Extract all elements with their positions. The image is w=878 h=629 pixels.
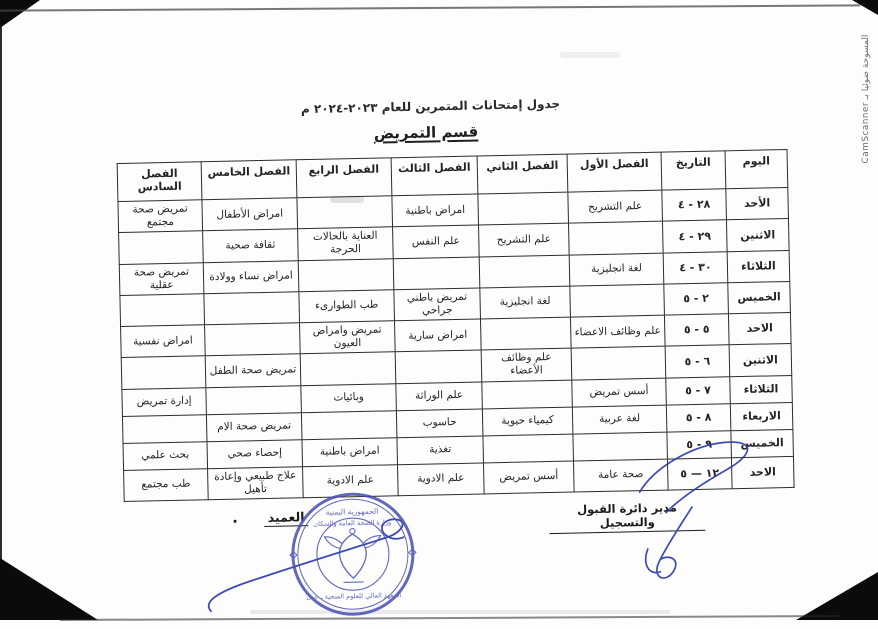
subject-cell: تمريض وامراض العيون [300,321,396,354]
subject-cell: تمريض صحة مجتمع [118,200,203,233]
date-cell: ٢٨ - ٤ [662,189,727,222]
exam-schedule-table [117,149,795,502]
subject-cell: صحة عامة [573,459,668,492]
subject-cell: إدارة تمريض [122,387,207,416]
subject-cell: أسس تمريض [483,461,574,494]
subject-cell: تمريض باطني جراحي [394,288,481,321]
subject-cell [122,414,207,443]
subject-cell: تغذية [397,435,484,464]
column-header: الفصل الأول [567,152,662,192]
subject-cell: وبائيات [301,383,397,412]
subject-cell [395,350,482,383]
subject-cell: علم التشريح [479,223,570,256]
subject-cell: ثقافة صحية [203,229,299,262]
date-cell: ٩ - ٥ [667,430,732,458]
date-cell: ٥ - ٥ [664,314,729,347]
column-header: التاريخ [661,151,726,190]
subject-cell [297,196,393,229]
subject-cell [479,255,570,288]
subject-cell: امراض باطنية [302,437,398,466]
column-header: اليوم [725,150,788,189]
subject-cell: علم الادوية [398,462,485,495]
column-header: الفصل الثالث [391,156,478,196]
subject-cell: طب الطوارىء [299,290,395,323]
subject-cell [571,346,666,379]
subject-cell: علم الادوية [303,464,399,497]
subject-cell: حاسوب [396,408,483,437]
subject-cell [480,317,571,350]
subject-cell [298,258,394,291]
day-cell: الاثنين [729,344,792,377]
subject-cell [569,221,664,254]
subject-cell: تمريض صحة الطفل [205,354,301,387]
day-cell: الاحد [731,456,794,489]
day-cell: الثلاثاء [727,250,790,283]
subject-cell: تمريض صحة الام [206,412,302,441]
dean-signature-title: العميد [264,509,308,527]
column-header: الفصل الثاني [477,154,568,194]
subject-cell [393,256,480,289]
subject-cell [573,432,668,461]
day-cell: الخميس [731,429,794,457]
subject-cell: علاج طبيعي وإعادة تأهيل [208,466,304,499]
stamp-ministry-text: وزارة الصحة العامة والسكان [313,518,392,529]
stamp-institute-text: المعهد العالي للعلوم الصحية ـ عدن [306,591,402,602]
department-title: قسم التمريض [373,122,479,143]
dean-dot: . [231,508,238,527]
dean-signature-ink [207,519,405,611]
subject-cell: العناية بالحالات الحرجة [298,227,394,260]
subject-cell [205,323,301,356]
subject-cell: لغة عربية [572,405,667,434]
subject-cell [206,385,302,414]
subject-cell [483,434,574,463]
date-cell: ٧ - ٥ [666,376,731,404]
date-cell: ١٢ — ٥ [667,457,732,490]
subject-cell [301,410,397,439]
subject-cell: امراض نساء وولادة [203,260,299,293]
subject-cell: علم الوراثة [396,381,483,410]
subject-cell [204,292,300,325]
date-cell: ٣٠ - ٤ [663,251,728,284]
subject-cell: علم النفس [393,225,480,258]
column-header: الفصل الرابع [296,158,392,198]
stamp-eagle-emblem [324,528,381,583]
subject-cell: كيمياء حيوية [482,407,573,436]
column-header: الفصل الخامس [201,160,297,200]
subject-cell: إحصاء صحي [207,439,303,468]
subject-cell: لغة انجليزية [569,253,664,286]
subject-cell: امراض نفسية [121,325,206,358]
subject-cell [119,231,204,264]
day-cell: الثلاثاء [730,375,793,403]
subject-cell [478,192,569,225]
subject-cell: طب مجتمع [124,468,209,501]
subject-cell: أسس تمريض [572,378,667,407]
subject-cell: امراض الأطفال [202,198,298,231]
subject-cell: علم وظائف الاعضاء [570,315,665,348]
date-cell: ٨ - ٥ [666,403,731,431]
day-cell: الأحد [726,188,789,221]
subject-cell: لغة انجليزية [480,286,571,319]
date-cell: ٢ - ٥ [664,283,729,316]
date-cell: ٢٩ - ٤ [662,220,727,253]
stamp-republic-text: الجمهورية اليمنية [325,506,379,517]
subject-cell [300,352,396,385]
document-title: جدول إمتحانات المتمرين للعام ٢٠٢٣-٢٠٢٤ م [300,96,561,117]
subject-cell: امراض باطنية [392,194,479,227]
subject-cell: امراض سارية [395,319,482,352]
day-cell: الاحد [728,312,791,345]
subject-cell [482,380,573,409]
subject-cell: بحث علمي [123,441,208,470]
subject-cell: تمريض صحة عقلية [119,262,204,295]
column-header: الفصل السادس [117,162,202,202]
subject-cell: علم التشريح [568,190,663,223]
day-cell: الاربعاء [730,402,793,430]
subject-cell [121,356,206,389]
day-cell: الاثنين [726,219,789,252]
subject-cell: علم وظائف الأعضاء [481,348,572,381]
registrar-signature-title: مدير دائرة القبول والتسجيل [549,500,706,534]
camscanner-watermark: المسوحة ضوئيا بـ CamScanner [861,34,871,164]
date-cell: ٦ - ٥ [665,345,730,378]
day-cell: الخميس [728,281,791,314]
subject-cell [570,284,665,317]
subject-cell [120,294,205,327]
